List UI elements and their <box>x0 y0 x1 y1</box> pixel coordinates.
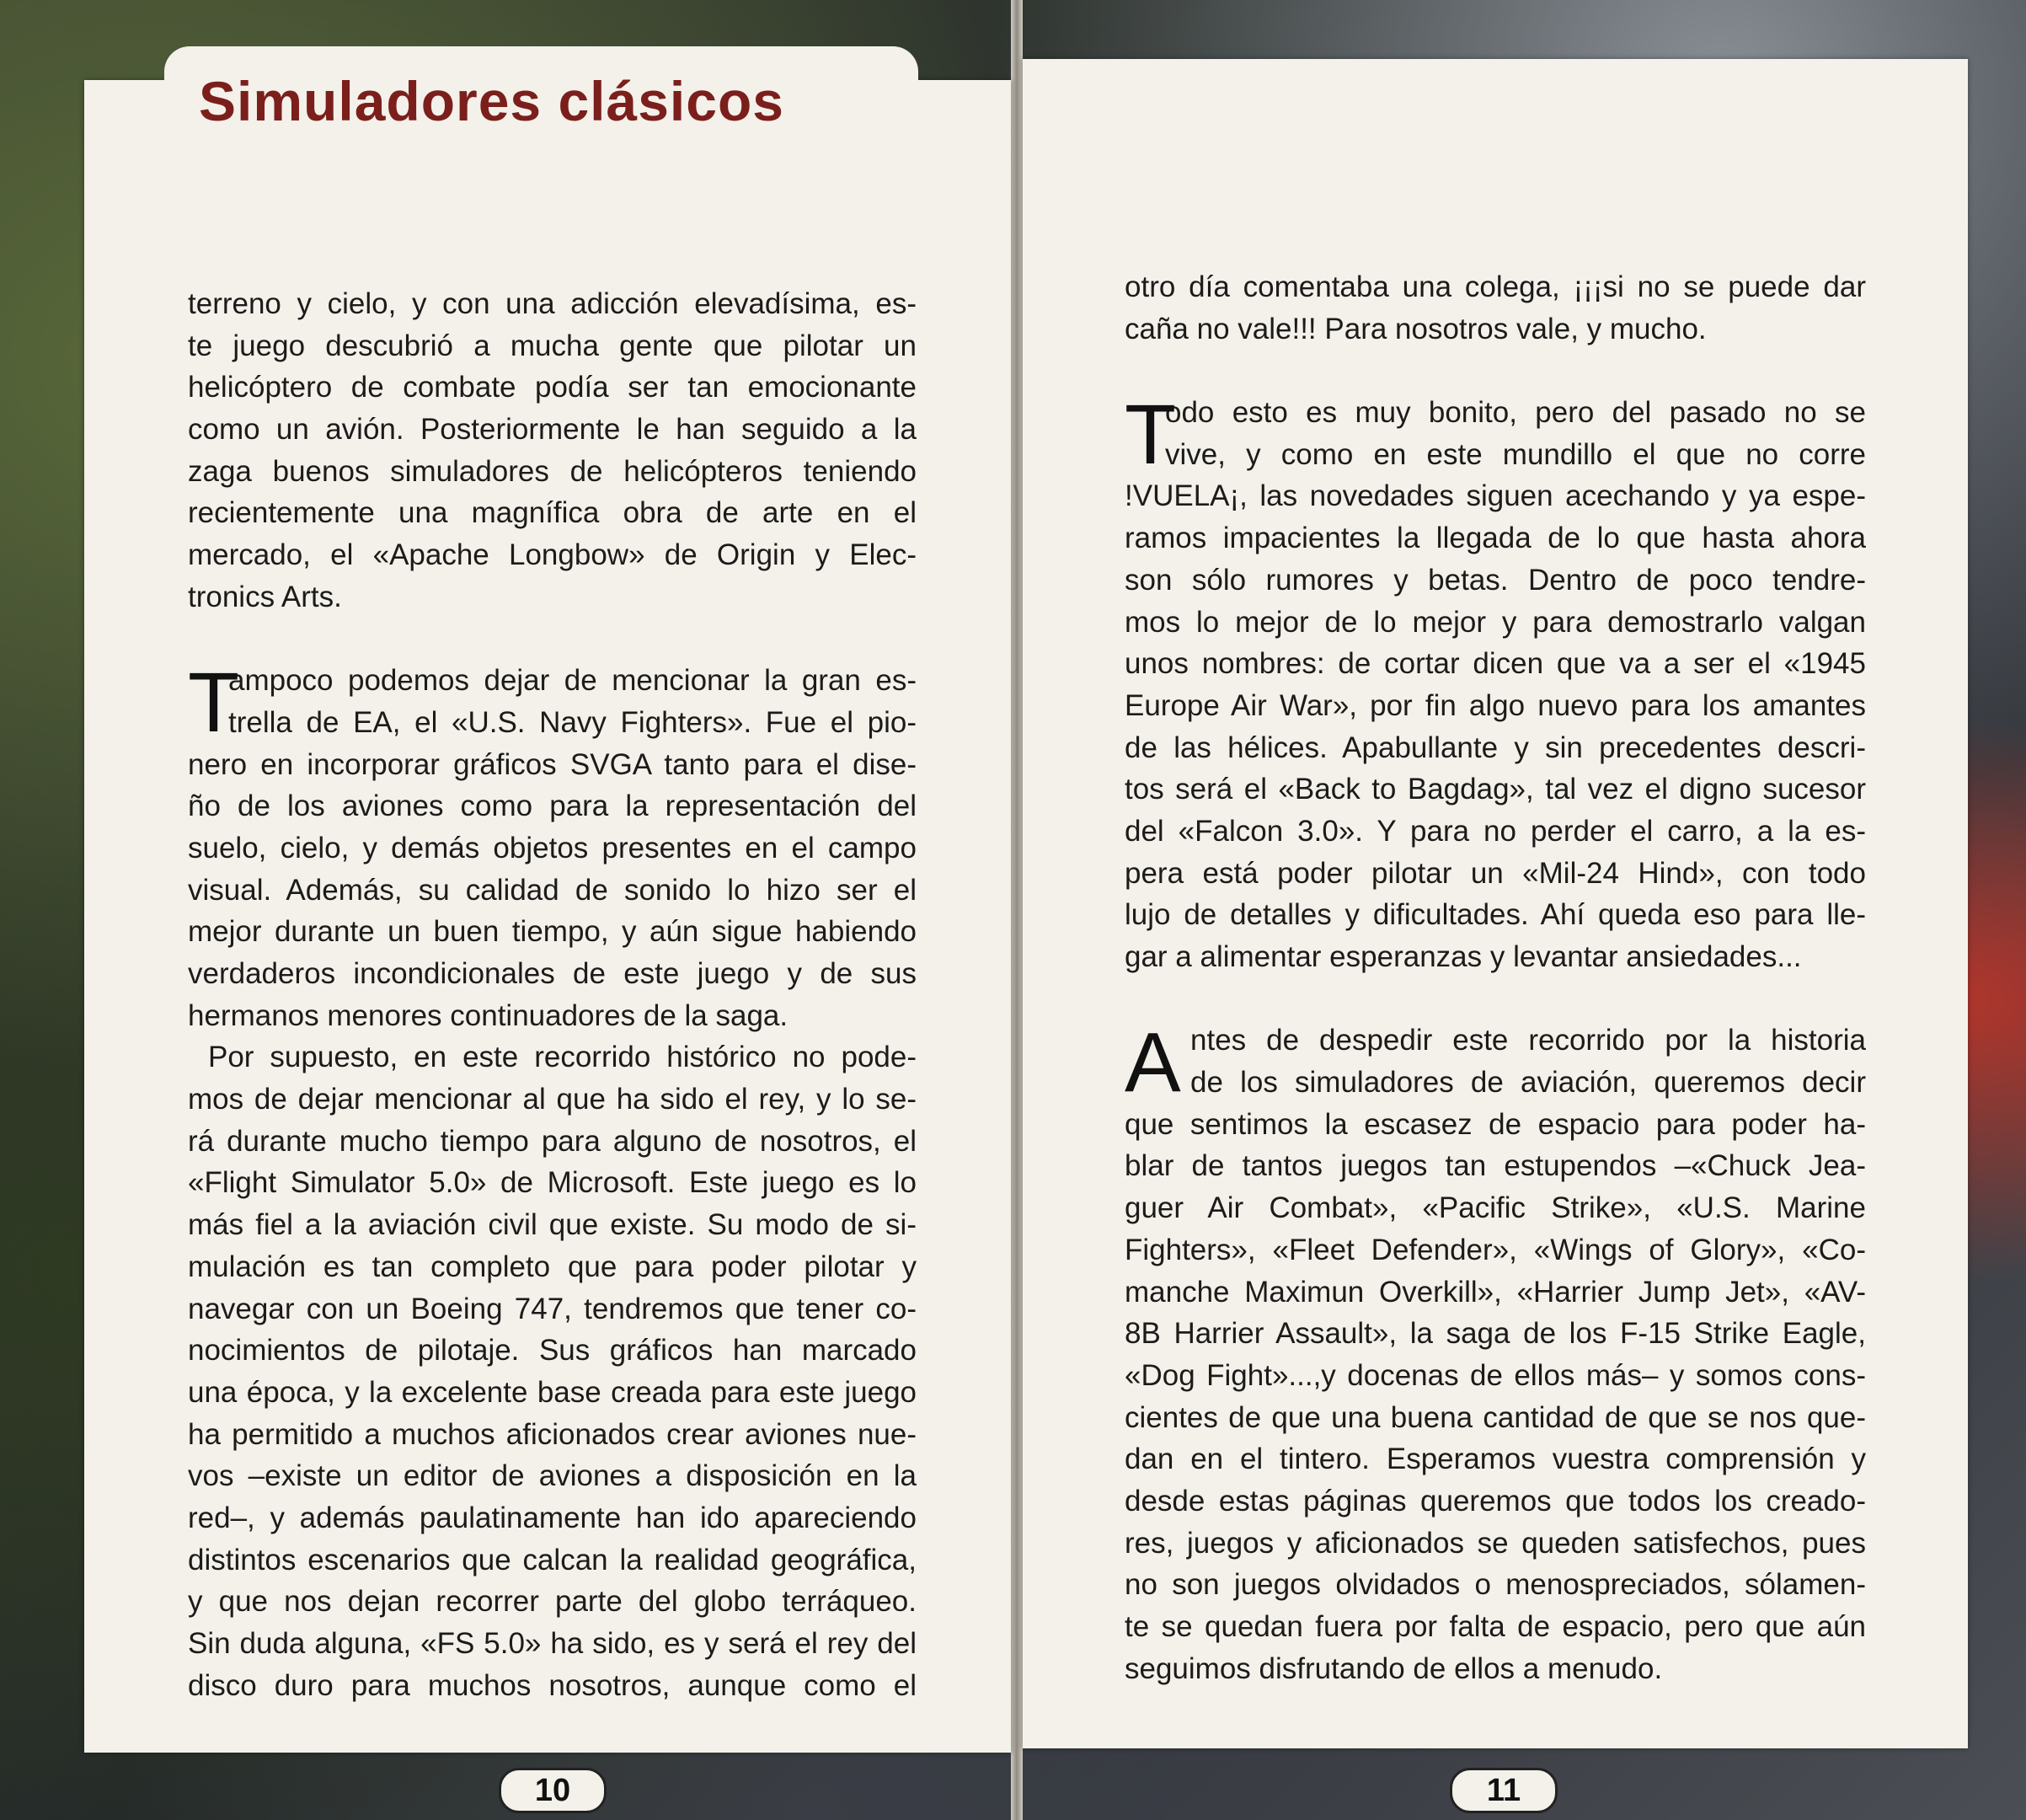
text-line: te juego descubrió a mucha gente que pilotar un <box>188 329 917 362</box>
text-line: como un avión. Posteriormente le han seguido a la <box>188 413 917 447</box>
text-line: visual. Además, su calidad de sonido lo hizo ser el <box>188 873 917 907</box>
text-line: mejor durante un buen tiempo, y aún sigue habiendo <box>188 915 917 949</box>
text-line: nocimientos de pilotaje. Sus gráficos han marcado <box>188 1334 917 1368</box>
text-line: 8B Harrier Assault», la saga de los F-15 Strike Eagle, <box>1125 1317 1866 1351</box>
text-line: ramos impacientes la llegada de lo que hasta ahora <box>1125 522 1866 555</box>
paragraph <box>1125 388 1866 978</box>
paragraph <box>1125 266 1866 350</box>
text-line: mulación es tan completo que para poder pilotar y <box>188 1250 917 1283</box>
text-line: cientes de que una buena cantidad de que se nos que- <box>1125 1400 1866 1434</box>
text-line: y que nos dejan recorrer parte del globo terráqueo. <box>188 1585 917 1619</box>
text-line: te se quedan fuera por falta de espacio, pero que aún <box>1125 1610 1866 1643</box>
text-line: una época, y la excelente base creada para este juego <box>188 1375 917 1409</box>
text-line: helicóptero de combate podía ser tan emocionante <box>188 371 917 404</box>
text-line: ntes de despedir este recorrido por la historia <box>1190 1024 1866 1057</box>
text-line: zaga buenos simuladores de helicópteros teniendo <box>188 454 917 488</box>
text-line: vive, y como en este mundillo el que no corre <box>1165 437 1866 471</box>
page-number-right: 11 <box>1450 1768 1558 1813</box>
text-line: otro día comentaba una colega, ¡¡¡si no se puede dar <box>1125 270 1866 303</box>
text-line: «Dog Fight»...,y docenas de ellos más– y somos cons- <box>1125 1358 1866 1392</box>
text-line: ampoco podemos dejar de mencionar la gran es- <box>228 664 917 698</box>
text-line: verdaderos incondicionales de este juego y de sus <box>188 957 917 990</box>
text-line: gar a alimentar esperanzas y levantar ansiedades... <box>1125 940 1802 973</box>
text-line: mercado, el «Apache Longbow» de Origin y Elec- <box>188 538 917 572</box>
paragraph <box>188 1036 917 1706</box>
text-line: que sentimos la escasez de espacio para poder ha- <box>1125 1107 1866 1141</box>
text-line: seguimos disfrutando de ellos a menudo. <box>1125 1651 1663 1685</box>
text-line: guer Air Combat», «Pacific Strike», «U.S. Marine <box>1125 1191 1866 1225</box>
text-line: terreno y cielo, y con una adicción elevadísima, es- <box>188 287 917 320</box>
paragraph-gap <box>1125 978 1866 1020</box>
text-line: de las hélices. Apabullante y sin precedentes descri- <box>1125 731 1866 764</box>
text-line: del «Falcon 3.0». Y para no perder el carro, a la es- <box>1125 814 1866 848</box>
paragraph-gap <box>188 618 917 661</box>
text-line: tronics Arts. <box>188 580 342 613</box>
text-line: Europe Air War», por fin algo nuevo para los amantes <box>1125 688 1866 722</box>
text-line: distintos escenarios que calcan la realidad geográfica, <box>188 1543 917 1576</box>
text-line: mos de dejar mencionar al que ha sido el rey, y lo se- <box>188 1083 917 1116</box>
text-line: tos será el «Back to Bagdag», tal vez el digno sucesor <box>1125 773 1866 806</box>
text-line: recientemente una magnífica obra de arte en el <box>188 496 917 530</box>
text-line: no son juegos olvidados o menospreciados, sólamen- <box>1125 1568 1866 1602</box>
paragraph <box>188 283 917 618</box>
paragraph <box>188 656 917 1036</box>
right-column-text <box>1125 266 1866 1689</box>
text-line: nero en incorporar gráficos SVGA tanto para el dise- <box>188 747 917 781</box>
left-column-text <box>188 283 917 1706</box>
page-title: Simuladores clásicos <box>199 70 784 132</box>
text-line: son sólo rumores y betas. Dentro de poco tendre- <box>1125 563 1866 597</box>
text-line: más fiel a la aviación civil que existe. Su modo de si- <box>188 1208 917 1242</box>
text-line: disco duro para muchos nosotros, aunque como el <box>188 1668 917 1702</box>
text-line: dan en el tintero. Esperamos vuestra comprensión y <box>1125 1443 1866 1476</box>
drop-cap: T <box>188 656 240 751</box>
text-line: Fighters», «Fleet Defender», «Wings of Glory», «Co- <box>1125 1233 1866 1266</box>
text-line: navegar con un Boeing 747, tendremos que tener co- <box>188 1292 917 1325</box>
text-line: suelo, cielo, y demás objetos presentes en el campo <box>188 831 917 864</box>
text-line: ño de los aviones como para la representación del <box>188 790 917 823</box>
text-line: !VUELA¡, las novedades siguen acechando y ya espe- <box>1125 479 1866 513</box>
paragraph <box>1125 1015 1866 1689</box>
text-line: mos lo mejor de lo mejor y para demostrarlo valgan <box>1125 605 1866 639</box>
text-line: unos nombres: de cortar dicen que va a ser el «1945 <box>1125 647 1866 681</box>
text-line: rá durante mucho tiempo para alguno de nosotros, el <box>188 1124 917 1158</box>
text-line: odo esto es muy bonito, pero del pasado no se <box>1165 396 1866 430</box>
text-line: trella de EA, el «U.S. Navy Fighters». Fue el pio- <box>228 705 917 739</box>
text-line: de los simuladores de aviación, queremos decir <box>1190 1066 1866 1100</box>
text-line: Sin duda alguna, «FS 5.0» ha sido, es y será el rey del <box>188 1627 917 1660</box>
text-line: «Flight Simulator 5.0» de Microsoft. Este juego es lo <box>188 1166 917 1200</box>
text-line: res, juegos y aficionados se queden satisfechos, pues <box>1125 1526 1866 1560</box>
text-line: desde estas páginas queremos que todos los creado- <box>1125 1484 1866 1518</box>
text-line: red–, y además paulatinamente han ido apareciendo <box>188 1501 917 1534</box>
text-line: manche Maximun Overkill», «Harrier Jump Jet», «AV- <box>1125 1275 1866 1309</box>
page-number-left: 10 <box>499 1768 607 1813</box>
text-line: vos –existe un editor de aviones a disposición en la <box>188 1459 917 1493</box>
drop-cap: A <box>1125 1015 1181 1111</box>
paragraph-gap <box>1125 350 1866 392</box>
text-line: blar de tantos juegos tan estupendos –«Chuck Jea- <box>1125 1149 1866 1183</box>
text-line: ha permitido a muchos aficionados crear aviones nue- <box>188 1417 917 1451</box>
text-line: lujo de detalles y dificultades. Ahí queda eso para lle- <box>1125 898 1866 932</box>
text-line: caña no vale!!! Para nosotros vale, y mucho. <box>1125 312 1707 345</box>
text-line: hermanos menores continuadores de la saga. <box>188 998 788 1032</box>
drop-cap: T <box>1125 388 1177 483</box>
page-gutter <box>1011 0 1023 1820</box>
text-line: pera está poder pilotar un «Mil-24 Hind», con todo <box>1125 856 1866 890</box>
text-line: Por supuesto, en este recorrido histórico no pode- <box>208 1041 917 1074</box>
